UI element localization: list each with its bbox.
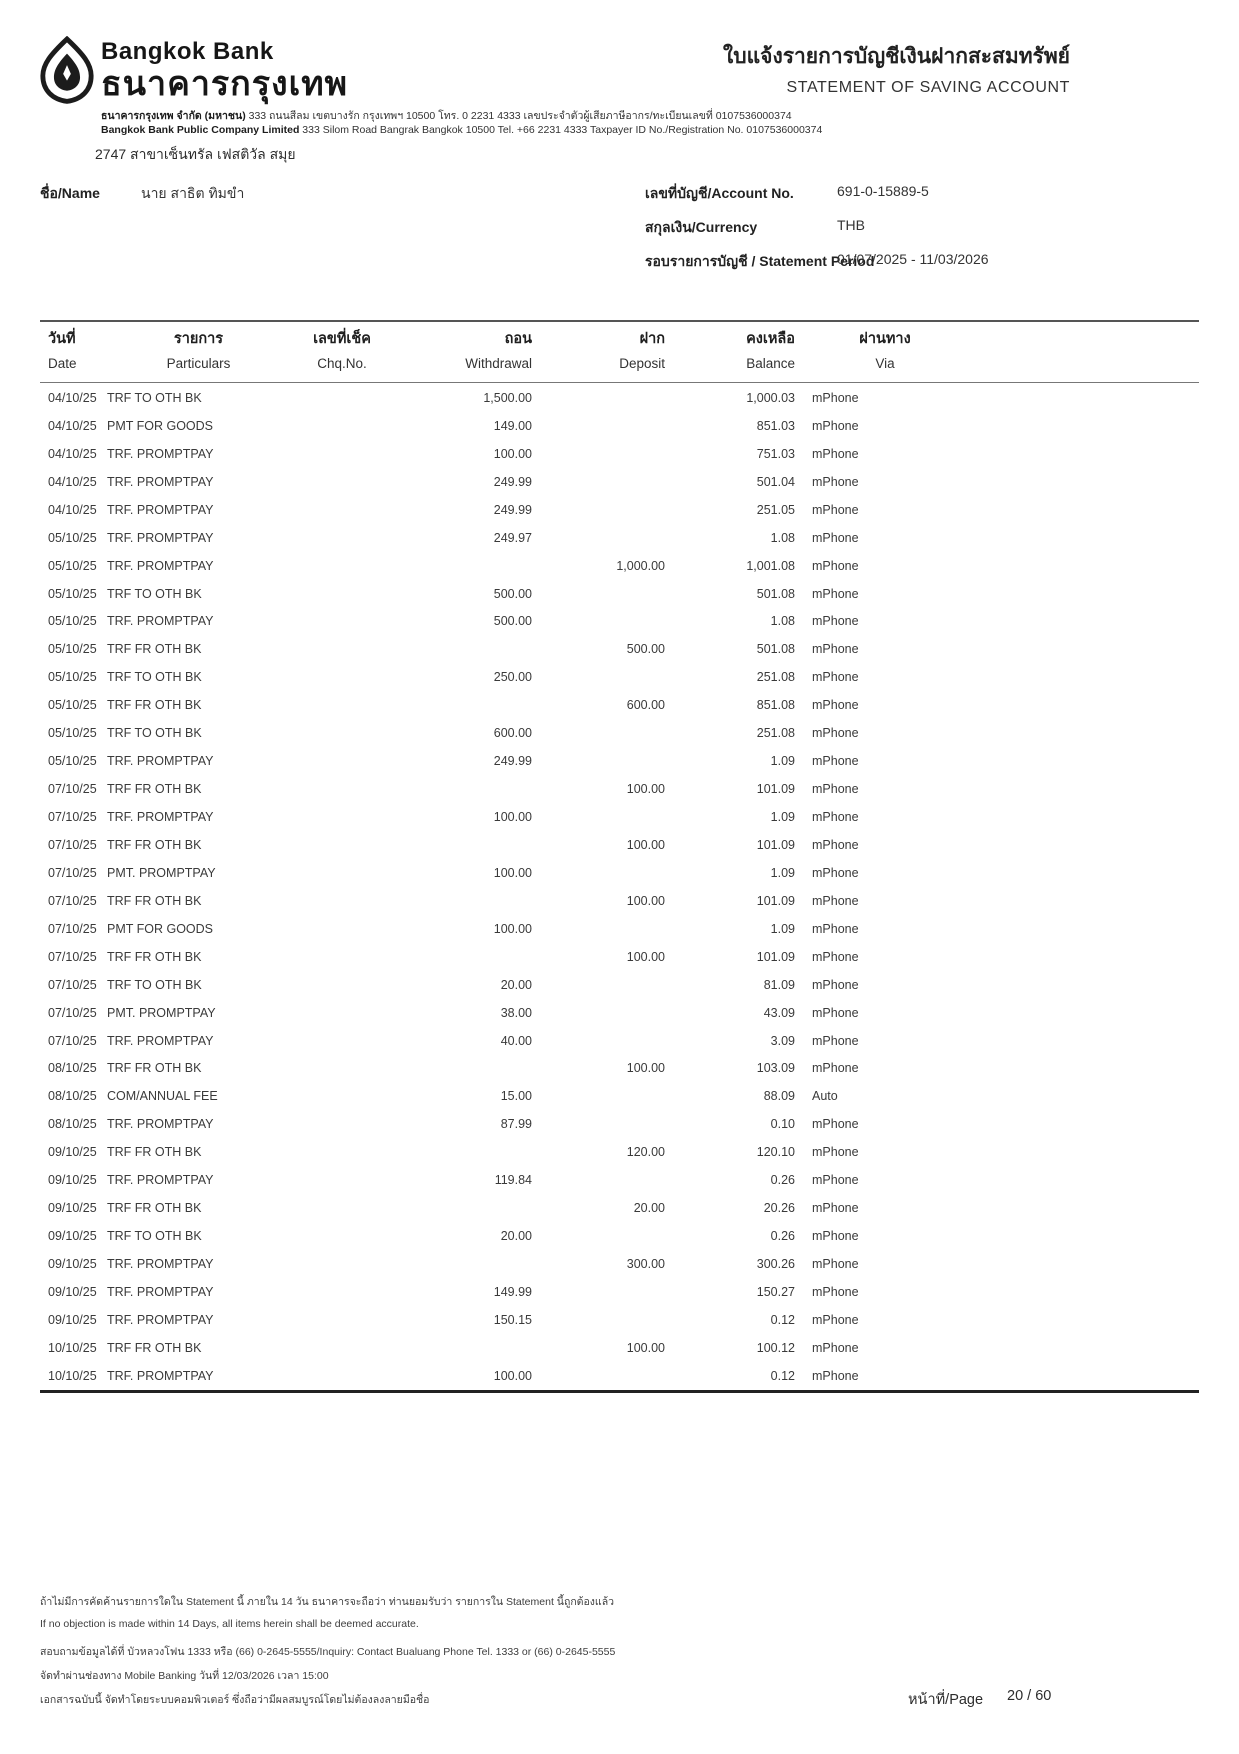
cell-date: 09/10/25 — [48, 1201, 97, 1216]
table-row — [40, 524, 1199, 552]
cell-balance: 20.26 — [763, 1201, 795, 1216]
cell-particulars: TRF TO OTH BK — [107, 977, 202, 992]
cell-balance: 1.09 — [770, 810, 795, 825]
cell-date: 09/10/25 — [48, 1229, 97, 1244]
cell-via: mPhone — [812, 474, 859, 489]
table-row — [40, 663, 1199, 691]
cell-balance: 501.04 — [756, 474, 795, 489]
cell-withdrawal: 149.00 — [493, 418, 532, 433]
header-via-th: ผ่านทาง — [859, 331, 911, 347]
cell-via: mPhone — [812, 893, 859, 908]
cell-withdrawal: 119.84 — [494, 1173, 532, 1188]
table-row — [40, 999, 1199, 1027]
header-balance-th: คงเหลือ — [746, 331, 795, 347]
cell-balance: 1.09 — [770, 865, 795, 880]
cell-balance: 1,001.08 — [746, 558, 795, 573]
cell-balance: 0.12 — [770, 1312, 795, 1327]
cell-date: 07/10/25 — [48, 949, 97, 964]
header-deposit-th: ฝาก — [639, 331, 665, 347]
cell-via: mPhone — [812, 977, 859, 992]
cell-date: 05/10/25 — [48, 586, 97, 601]
table-row — [40, 1306, 1199, 1334]
cell-date: 08/10/25 — [48, 1089, 97, 1104]
currency-value: THB — [837, 217, 865, 233]
cell-date: 04/10/25 — [48, 502, 97, 517]
cell-via: mPhone — [812, 1340, 859, 1355]
table-row — [40, 1166, 1199, 1194]
page-number-value: 20 / 60 — [1007, 1688, 1052, 1704]
cell-balance: 120.10 — [756, 1145, 795, 1160]
cell-particulars: PMT FOR GOODS — [107, 418, 214, 433]
cell-via: mPhone — [812, 502, 859, 517]
cell-balance: 0.10 — [770, 1117, 795, 1132]
table-row — [40, 831, 1199, 859]
header-withdrawal-th: ถอน — [504, 331, 532, 347]
name-value: นาย สาธิต ทิมขำ — [141, 185, 245, 201]
cell-deposit: 20.00 — [633, 1201, 665, 1216]
cell-withdrawal: 249.99 — [493, 474, 532, 489]
header-particulars-en: Particulars — [166, 356, 231, 371]
cell-particulars: TRF FR OTH BK — [107, 837, 202, 852]
cell-via: mPhone — [812, 418, 859, 433]
cell-via: mPhone — [812, 1201, 859, 1216]
cell-date: 07/10/25 — [48, 837, 97, 852]
cell-date: 05/10/25 — [48, 614, 97, 629]
cell-withdrawal: 150.15 — [493, 1312, 532, 1327]
table-row — [40, 859, 1199, 887]
cell-date: 07/10/25 — [48, 810, 97, 825]
cell-via: mPhone — [812, 1117, 859, 1132]
cell-balance: 751.03 — [756, 446, 795, 461]
cell-particulars: TRF TO OTH BK — [107, 586, 202, 601]
header-balance-en: Balance — [746, 356, 795, 371]
cell-withdrawal: 600.00 — [493, 726, 532, 741]
cell-balance: 81.09 — [763, 977, 795, 992]
cell-via: Auto — [812, 1089, 838, 1104]
cell-via: mPhone — [812, 921, 859, 936]
cell-via: mPhone — [812, 698, 859, 713]
statement-period-label: รอบรายการบัญชี / Statement Period — [645, 253, 875, 269]
table-body — [40, 384, 1199, 1393]
cell-date: 05/10/25 — [48, 726, 97, 741]
cell-via: mPhone — [812, 810, 859, 825]
cell-withdrawal: 100.00 — [493, 446, 532, 461]
cell-deposit: 100.00 — [626, 837, 665, 852]
table-row — [40, 440, 1199, 468]
cell-via: mPhone — [812, 726, 859, 741]
cell-balance: 0.26 — [770, 1173, 795, 1188]
table-header-english-row — [40, 356, 1199, 380]
cell-via: mPhone — [812, 1061, 859, 1076]
footer-generated-via: จัดทำผ่านช่องทาง Mobile Banking วันที่ 12/03/2026 เวลา 15:00 — [40, 1670, 329, 1682]
cell-balance: 1.08 — [770, 530, 795, 545]
cell-via: mPhone — [812, 390, 859, 405]
cell-balance: 101.09 — [756, 949, 795, 964]
cell-date: 04/10/25 — [48, 446, 97, 461]
bank-address-th-bold: ธนาคารกรุงเทพ จำกัด (มหาชน) — [101, 110, 246, 122]
header-withdrawal-en: Withdrawal — [465, 356, 532, 371]
cell-via: mPhone — [812, 1257, 859, 1272]
cell-particulars: TRF FR OTH BK — [107, 782, 202, 797]
cell-particulars: TRF FR OTH BK — [107, 642, 202, 657]
cell-particulars: TRF. PROMPTPAY — [107, 1173, 214, 1188]
cell-date: 10/10/25 — [48, 1340, 97, 1355]
cell-via: mPhone — [812, 1284, 859, 1299]
table-row — [40, 1110, 1199, 1138]
cell-date: 05/10/25 — [48, 558, 97, 573]
cell-via: mPhone — [812, 837, 859, 852]
cell-balance: 3.09 — [770, 1033, 795, 1048]
cell-via: mPhone — [812, 530, 859, 545]
cell-via: mPhone — [812, 1033, 859, 1048]
account-no-value: 691-0-15889-5 — [837, 183, 929, 199]
cell-balance: 43.09 — [763, 1005, 795, 1020]
cell-withdrawal: 100.00 — [493, 921, 532, 936]
table-row — [40, 943, 1199, 971]
table-row — [40, 1222, 1199, 1250]
cell-withdrawal: 100.00 — [493, 865, 532, 880]
cell-deposit: 600.00 — [626, 698, 665, 713]
cell-particulars: PMT. PROMPTPAY — [107, 1005, 216, 1020]
table-row — [40, 1027, 1199, 1055]
cell-deposit: 300.00 — [626, 1257, 665, 1272]
cell-withdrawal: 249.99 — [493, 754, 532, 769]
cell-date: 07/10/25 — [48, 1005, 97, 1020]
cell-balance: 501.08 — [756, 642, 795, 657]
cell-via: mPhone — [812, 586, 859, 601]
table-row — [40, 1082, 1199, 1110]
cell-date: 05/10/25 — [48, 698, 97, 713]
cell-date: 05/10/25 — [48, 530, 97, 545]
cell-particulars: TRF. PROMPTPAY — [107, 502, 214, 517]
cell-date: 10/10/25 — [48, 1368, 97, 1383]
cell-particulars: PMT FOR GOODS — [107, 921, 214, 936]
brand-name-th: ธนาคารกรุงเทพ — [101, 65, 349, 103]
table-row — [40, 719, 1199, 747]
name-label: ชื่อ/Name — [40, 185, 100, 201]
bank-address-th-rest: 333 ถนนสีลม เขตบางรัก กรุงเทพฯ 10500 โทร. 0 2231 4333 เลขประจำตัวผู้เสียภาษีอากร/ทะเบียนเลขที่ 0107536000374 — [245, 110, 792, 122]
table-row — [40, 1055, 1199, 1083]
table-row — [40, 775, 1199, 803]
cell-withdrawal: 40.00 — [500, 1033, 532, 1048]
header-date-th: วันที่ — [48, 331, 76, 347]
cell-withdrawal: 100.00 — [493, 810, 532, 825]
brand-name-en: Bangkok Bank — [101, 38, 274, 65]
bangkok-bank-lotus-logo-icon — [38, 36, 96, 104]
cell-date: 07/10/25 — [48, 865, 97, 880]
page-number-label: หน้าที่/Page — [908, 1692, 984, 1708]
cell-date: 08/10/25 — [48, 1117, 97, 1132]
cell-date: 07/10/25 — [48, 921, 97, 936]
cell-balance: 1,000.03 — [746, 390, 795, 405]
cell-date: 05/10/25 — [48, 754, 97, 769]
cell-particulars: TRF. PROMPTPAY — [107, 474, 214, 489]
cell-via: mPhone — [812, 642, 859, 657]
cell-particulars: TRF. PROMPTPAY — [107, 1284, 214, 1299]
cell-balance: 1.09 — [770, 754, 795, 769]
cell-particulars: TRF. PROMPTPAY — [107, 810, 214, 825]
cell-particulars: TRF. PROMPTPAY — [107, 1368, 214, 1383]
cell-deposit: 100.00 — [626, 893, 665, 908]
cell-withdrawal: 15.00 — [500, 1089, 532, 1104]
cell-balance: 851.08 — [756, 698, 795, 713]
cell-balance: 251.08 — [756, 726, 795, 741]
header-chqno-th: เลขที่เช็ค — [313, 331, 371, 347]
account-no-label: เลขที่บัญชี/Account No. — [645, 185, 794, 201]
cell-via: mPhone — [812, 1145, 859, 1160]
cell-date: 05/10/25 — [48, 670, 97, 685]
header-chqno-en: Chq.No. — [317, 356, 367, 371]
cell-balance: 1.09 — [770, 921, 795, 936]
cell-deposit: 100.00 — [626, 949, 665, 964]
cell-via: mPhone — [812, 614, 859, 629]
table-row — [40, 1194, 1199, 1222]
cell-deposit: 100.00 — [626, 1340, 665, 1355]
table-row — [40, 915, 1199, 943]
cell-particulars: TRF. PROMPTPAY — [107, 1257, 214, 1272]
cell-withdrawal: 249.99 — [493, 502, 532, 517]
cell-balance: 103.09 — [756, 1061, 795, 1076]
statement-period-value: 01/07/2025 - 11/03/2026 — [837, 251, 989, 267]
table-row — [40, 608, 1199, 636]
table-header — [40, 327, 1199, 380]
cell-deposit: 500.00 — [626, 642, 665, 657]
cell-particulars: TRF FR OTH BK — [107, 893, 202, 908]
cell-particulars: TRF TO OTH BK — [107, 726, 202, 741]
cell-via: mPhone — [812, 865, 859, 880]
footer-inquiry: สอบถามข้อมูลได้ที่ บัวหลวงโฟน 1333 หรือ (66) 0-2645-5555/Inquiry: Contact Bualuang Phone Tel. 1333 or (66) 0-2645-5555 — [40, 1646, 616, 1658]
cell-particulars: TRF. PROMPTPAY — [107, 1312, 214, 1327]
table-row — [40, 1362, 1199, 1390]
cell-balance: 251.08 — [756, 670, 795, 685]
table-header-rule — [40, 382, 1199, 383]
header-deposit-en: Deposit — [619, 356, 665, 371]
table-row — [40, 971, 1199, 999]
cell-balance: 501.08 — [756, 586, 795, 601]
cell-date: 09/10/25 — [48, 1145, 97, 1160]
cell-particulars: TRF. PROMPTPAY — [107, 754, 214, 769]
cell-withdrawal: 87.99 — [500, 1117, 532, 1132]
cell-particulars: TRF TO OTH BK — [107, 1229, 202, 1244]
header-particulars-th: รายการ — [173, 331, 224, 347]
cell-particulars: TRF TO OTH BK — [107, 390, 202, 405]
cell-balance: 101.09 — [756, 837, 795, 852]
cell-withdrawal: 500.00 — [493, 614, 532, 629]
cell-particulars: TRF FR OTH BK — [107, 949, 202, 964]
cell-via: mPhone — [812, 949, 859, 964]
cell-withdrawal: 38.00 — [500, 1005, 532, 1020]
cell-via: mPhone — [812, 670, 859, 685]
cell-balance: 1.08 — [770, 614, 795, 629]
cell-via: mPhone — [812, 1005, 859, 1020]
cell-via: mPhone — [812, 1368, 859, 1383]
currency-label: สกุลเงิน/Currency — [645, 219, 758, 235]
cell-via: mPhone — [812, 558, 859, 573]
cell-particulars: TRF FR OTH BK — [107, 1145, 202, 1160]
cell-date: 04/10/25 — [48, 418, 97, 433]
cell-via: mPhone — [812, 446, 859, 461]
cell-via: mPhone — [812, 754, 859, 769]
cell-withdrawal: 250.00 — [493, 670, 532, 685]
cell-date: 09/10/25 — [48, 1173, 97, 1188]
cell-date: 05/10/25 — [48, 642, 97, 657]
cell-balance: 101.09 — [756, 893, 795, 908]
cell-particulars: TRF. PROMPTPAY — [107, 1033, 214, 1048]
table-row — [40, 1250, 1199, 1278]
branch-name: 2747 สาขาเซ็นทรัล เฟสติวัล สมุย — [95, 146, 296, 162]
table-row — [40, 803, 1199, 831]
bank-address-th — [101, 109, 822, 123]
bank-address-en — [101, 123, 822, 137]
cell-particulars: TRF. PROMPTPAY — [107, 1117, 214, 1132]
table-row — [40, 1278, 1199, 1306]
cell-particulars: PMT. PROMPTPAY — [107, 865, 216, 880]
cell-particulars: TRF FR OTH BK — [107, 1061, 202, 1076]
table-row — [40, 580, 1199, 608]
table-row — [40, 1138, 1199, 1166]
cell-particulars: TRF FR OTH BK — [107, 1201, 202, 1216]
cell-balance: 101.09 — [756, 782, 795, 797]
cell-balance: 251.05 — [756, 502, 795, 517]
bank-address-en-rest: 333 Silom Road Bangrak Bangkok 10500 Tel. +66 2231 4333 Taxpayer ID No./Registration No. 0107536000374 — [299, 124, 823, 136]
cell-withdrawal: 500.00 — [493, 586, 532, 601]
brand-block — [101, 40, 348, 101]
cell-withdrawal: 100.00 — [493, 1368, 532, 1383]
cell-particulars: TRF FR OTH BK — [107, 1340, 202, 1355]
cell-date: 08/10/25 — [48, 1061, 97, 1076]
cell-via: mPhone — [812, 782, 859, 797]
cell-withdrawal: 20.00 — [500, 1229, 532, 1244]
header-via-en: Via — [875, 356, 895, 371]
document-title-th: ใบแจ้งรายการบัญชีเงินฝากสะสมทรัพย์ — [723, 45, 1070, 68]
cell-balance: 88.09 — [763, 1089, 795, 1104]
cell-particulars: TRF FR OTH BK — [107, 698, 202, 713]
bank-address — [101, 109, 822, 137]
cell-particulars: TRF. PROMPTPAY — [107, 530, 214, 545]
cell-particulars: TRF TO OTH BK — [107, 670, 202, 685]
cell-withdrawal: 249.97 — [493, 530, 532, 545]
cell-balance: 0.12 — [770, 1368, 795, 1383]
cell-deposit: 1,000.00 — [616, 558, 665, 573]
bank-address-en-bold: Bangkok Bank Public Company Limited — [101, 124, 300, 136]
cell-balance: 0.26 — [770, 1229, 795, 1244]
cell-date: 07/10/25 — [48, 893, 97, 908]
cell-date: 07/10/25 — [48, 1033, 97, 1048]
table-row — [40, 468, 1199, 496]
table-top-rule — [40, 320, 1199, 322]
cell-balance: 851.03 — [756, 418, 795, 433]
cell-date: 09/10/25 — [48, 1284, 97, 1299]
cell-balance: 300.26 — [756, 1257, 795, 1272]
cell-via: mPhone — [812, 1173, 859, 1188]
cell-date: 07/10/25 — [48, 782, 97, 797]
table-row — [40, 552, 1199, 580]
document-title — [723, 40, 1070, 97]
cell-date: 04/10/25 — [48, 474, 97, 489]
cell-withdrawal: 20.00 — [500, 977, 532, 992]
table-row — [40, 412, 1199, 440]
cell-deposit: 100.00 — [626, 782, 665, 797]
cell-particulars: TRF. PROMPTPAY — [107, 446, 214, 461]
cell-deposit: 100.00 — [626, 1061, 665, 1076]
table-row — [40, 1334, 1199, 1362]
cell-via: mPhone — [812, 1312, 859, 1327]
cell-deposit: 120.00 — [626, 1145, 665, 1160]
table-row — [40, 384, 1199, 412]
table-row — [40, 691, 1199, 719]
table-row — [40, 887, 1199, 915]
cell-withdrawal: 1,500.00 — [483, 390, 532, 405]
cell-date: 09/10/25 — [48, 1257, 97, 1272]
footer-computer-generated: เอกสารฉบับนี้ จัดทำโดยระบบคอมพิวเตอร์ ซึ่งถือว่ามีผลสมบูรณ์โดยไม่ต้องลงลายมือชื่อ — [40, 1694, 430, 1706]
table-header-thai-row — [40, 327, 1199, 356]
table-row — [40, 496, 1199, 524]
cell-via: mPhone — [812, 1229, 859, 1244]
cell-particulars: COM/ANNUAL FEE — [107, 1089, 218, 1104]
document-title-en: STATEMENT OF SAVING ACCOUNT — [786, 79, 1070, 96]
header-date-en: Date — [48, 356, 77, 371]
cell-particulars: TRF. PROMPTPAY — [107, 558, 214, 573]
cell-withdrawal: 149.99 — [493, 1284, 532, 1299]
table-row — [40, 635, 1199, 663]
cell-date: 07/10/25 — [48, 977, 97, 992]
cell-date: 04/10/25 — [48, 390, 97, 405]
cell-balance: 100.12 — [756, 1340, 795, 1355]
table-row — [40, 747, 1199, 775]
footer-note-en: If no objection is made within 14 Days, all items herein shall be deemed accurate. — [40, 1618, 419, 1630]
footer-note-th: ถ้าไม่มีการคัดค้านรายการใดใน Statement นี้ ภายใน 14 วัน ธนาคารจะถือว่า ท่านยอมรับว่า รายการใน Statement นี้ถูกต้องแล้ว — [40, 1596, 615, 1608]
cell-date: 09/10/25 — [48, 1312, 97, 1327]
cell-particulars: TRF. PROMPTPAY — [107, 614, 214, 629]
cell-balance: 150.27 — [756, 1284, 795, 1299]
